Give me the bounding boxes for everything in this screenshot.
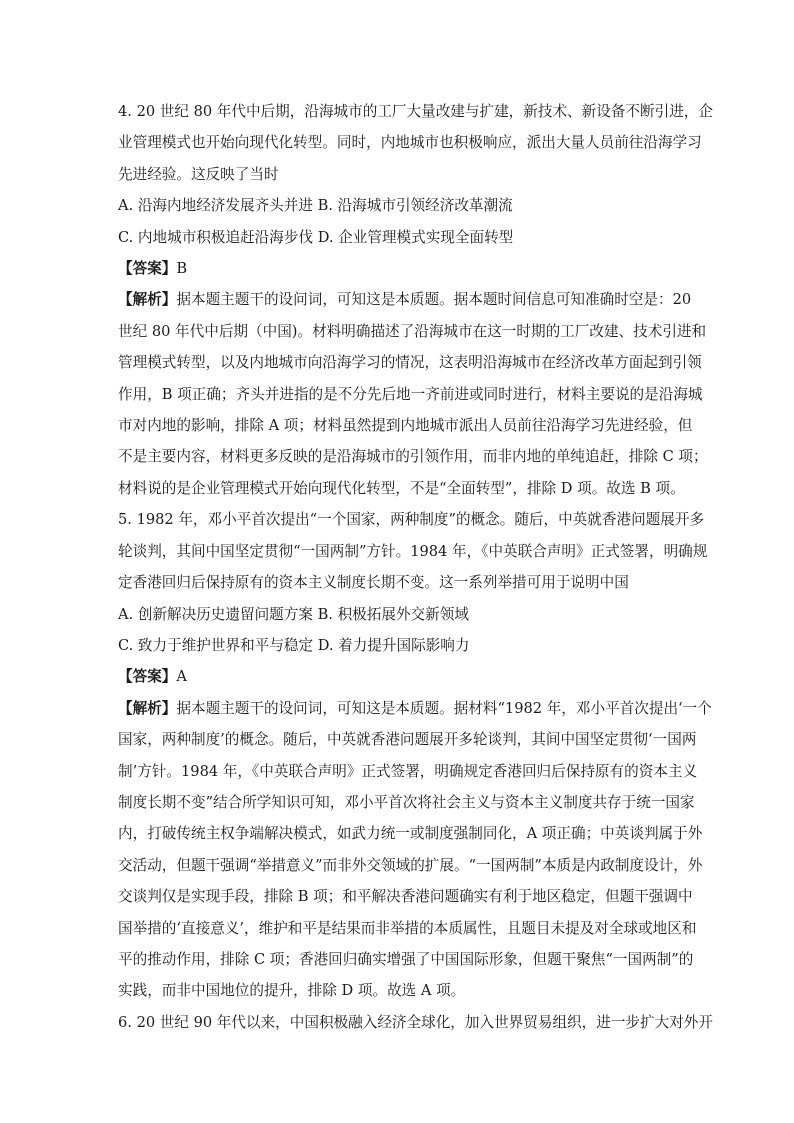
document-page <box>118 96 713 1038</box>
answer-value: B <box>176 260 188 278</box>
question-5-stem <box>118 504 708 598</box>
stem-line: 定香港回归后保持原有的资本主义制度长期不变。这一系列举措可用于说明中国 <box>118 574 629 592</box>
analysis-line: 制’方针。1984 年，《中英联合声明》正式签署，明确规定香港回归后保持原有的资本主义 <box>118 762 698 780</box>
question-4-options-ab: A. 沿海内地经济发展齐头并进 B. 沿海城市引领经济改革潮流 <box>118 197 513 215</box>
analysis-line: 作用，B 项正确；齐头并进指的是不分先后地一齐前进或同时进行，材料主要说的是沿海城 <box>118 385 703 403</box>
question-4-answer <box>118 253 678 284</box>
stem-line: 轮谈判，其间中国坚定贯彻“一国两制”方针。1984 年，《中英联合声明》正式签署，明确规 <box>118 542 708 560</box>
analysis-line: 材料说的是企业管理模式开始向现代化转型，不是“全面转型”，排除 D 项。故选 B 项。 <box>118 479 685 497</box>
analysis-line: 市对内地的影响，排除 A 项；材料虽然提到内地城市派出人员前往沿海学习先进经验，但 <box>118 417 693 435</box>
analysis-line: 平的推动作用，排除 C 项；香港回归确实增强了中国国际形象，但题干聚焦“一国两制”的 <box>118 950 694 968</box>
analysis-tag: 【解析】 <box>118 699 177 717</box>
analysis-line: 国举措的‘直接意义’，维护和平是结果而非举措的本质属性，且题目未提及对全球或地区和 <box>118 919 697 937</box>
answer-tag: 【答案】 <box>118 260 177 278</box>
analysis-line: 【解析】据本题主题干的设问词，可知这是本质题。据材料“1982 年，邓小平首次提出‘一个 <box>118 699 712 717</box>
analysis-line: 内，打破传统主权争端解决模式，如武力统一或制度强制同化，A 项正确；中英谈判属于外 <box>118 825 703 843</box>
analysis-tag: 【解析】 <box>118 291 177 309</box>
analysis-line: 实践，而非中国地位的提升，排除 D 项。故选 A 项。 <box>118 982 466 1000</box>
stem-line: 6. 20 世纪 90 年代以来，中国积极融入经济全球化，加入世界贸易组织，进一步扩大对外开 <box>118 1013 713 1031</box>
answer-tag: 【答案】 <box>118 668 177 686</box>
question-5-options-cd: C. 致力于维护世界和平与稳定 D. 着力提升国际影响力 <box>118 636 470 654</box>
analysis-line: 不是主要内容，材料更多反映的是沿海城市的引领作用，而非内地的单纯追赶，排除 C 项； <box>118 448 708 466</box>
stem-line: 4. 20 世纪 80 年代中后期，沿海城市的工厂大量改建与扩建，新技术、新设备不断引进，企 <box>118 103 713 120</box>
question-5-options-ab: A. 创新解决历史遗留问题方案 B. 积极拓展外交新领域 <box>118 605 469 623</box>
analysis-line: 世纪 80 年代中后期（中国)。材料明确描述了沿海城市在这一时期的工厂改建、技术引进和 <box>118 322 707 340</box>
question-4-analysis <box>118 284 708 504</box>
stem-line: 业管理模式也开始向现代化转型。同时，内地城市也积极响应，派出大量人员前往沿海学习 <box>118 134 702 152</box>
stem-line: 5. 1982 年，邓小平首次提出“一个国家，两种制度”的概念。随后，中英就香港问题展开多 <box>118 511 705 529</box>
analysis-line: 交谈判仅是实现手段，排除 B 项；和平解决香港问题确实有利于地区稳定，但题干强调中 <box>118 888 693 906</box>
analysis-line: 制度长期不变”结合所学知识可知，邓小平首次将社会主义与资本主义制度共存于统一国家 <box>118 793 695 811</box>
stem-line: 先进经验。这反映了当时 <box>118 165 279 183</box>
analysis-line: 交活动，但题干强调“举措意义”而非外交领域的扩展。“一国两制”本质是内政制度设计，外 <box>118 856 703 874</box>
answer-value: A <box>176 668 187 686</box>
analysis-line: 【解析】据本题主题干的设问词，可知这是本质题。据本题时间信息可知准确时空是：20 <box>118 291 692 309</box>
analysis-line: 管理模式转型，以及内地城市向沿海学习的情况，这表明沿海城市在经济改革方面起到引领 <box>118 354 702 372</box>
question-5-answer <box>118 661 678 692</box>
analysis-line: 国家，两种制度’的概念。随后，中英就香港问题展开多轮谈判，其间中国坚定贯彻‘一国两 <box>118 731 697 749</box>
question-4-stem <box>118 96 713 190</box>
question-6-stem <box>118 1007 713 1038</box>
question-5-analysis <box>118 693 712 1007</box>
question-4-options-cd: C. 内地城市积极追赶沿海步伐 D. 企业管理模式实现全面转型 <box>118 228 514 246</box>
